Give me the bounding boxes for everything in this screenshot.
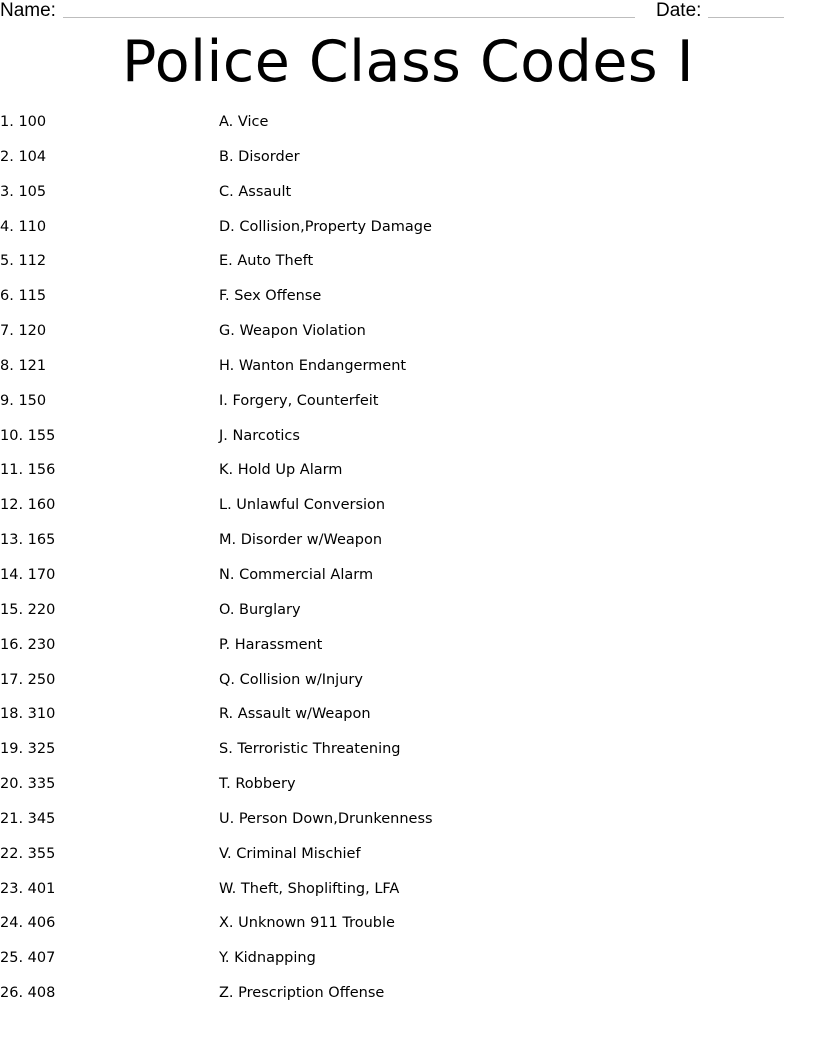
answer-option: I. Forgery, Counterfeit bbox=[219, 392, 379, 409]
code-item: 8. 121 bbox=[0, 357, 47, 374]
code-item: 19. 325 bbox=[0, 741, 56, 758]
answer-option: X. Unknown 911 Trouble bbox=[219, 915, 395, 932]
code-item: 1. 100 bbox=[0, 114, 47, 130]
list-item bbox=[0, 321, 816, 356]
list-item bbox=[0, 391, 816, 426]
code-item: 13. 165 bbox=[0, 532, 56, 549]
answer-option: N. Commercial Alarm bbox=[219, 566, 374, 583]
code-item: 9. 150 bbox=[0, 392, 47, 409]
code-item: 6. 115 bbox=[0, 288, 47, 305]
list-item bbox=[0, 147, 816, 182]
name-blank-line bbox=[63, 17, 635, 18]
answer-option: M. Disorder w/Weapon bbox=[219, 532, 383, 549]
list-item bbox=[0, 983, 816, 1018]
answer-option: V. Criminal Mischief bbox=[219, 845, 361, 862]
answer-option: Z. Prescription Offense bbox=[219, 985, 385, 1002]
code-item: 7. 120 bbox=[0, 323, 47, 340]
list-item bbox=[0, 356, 816, 391]
list-item bbox=[0, 426, 816, 461]
list-item bbox=[0, 600, 816, 635]
answer-option: G. Weapon Violation bbox=[219, 323, 366, 340]
list-item bbox=[0, 460, 816, 495]
list-item bbox=[0, 251, 816, 286]
code-item: 18. 310 bbox=[0, 706, 56, 723]
code-item: 23. 401 bbox=[0, 880, 56, 897]
code-item: 15. 220 bbox=[0, 601, 56, 618]
code-item: 25. 407 bbox=[0, 950, 56, 967]
code-item: 20. 335 bbox=[0, 776, 56, 793]
answer-option: B. Disorder bbox=[219, 148, 300, 165]
answer-option: Y. Kidnapping bbox=[219, 950, 316, 967]
answer-option: K. Hold Up Alarm bbox=[219, 462, 343, 479]
answer-option: R. Assault w/Weapon bbox=[219, 706, 371, 723]
list-item bbox=[0, 948, 816, 983]
code-item: 22. 355 bbox=[0, 845, 56, 862]
answer-option: U. Person Down,Drunkenness bbox=[219, 810, 433, 827]
answer-option: W. Theft, Shoplifting, LFA bbox=[219, 880, 400, 897]
code-item: 24. 406 bbox=[0, 915, 56, 932]
answer-option: F. Sex Offense bbox=[219, 288, 322, 305]
list-item bbox=[0, 809, 816, 844]
worksheet-header bbox=[0, 0, 816, 22]
code-item: 12. 160 bbox=[0, 497, 56, 514]
answer-option: J. Narcotics bbox=[219, 427, 300, 444]
code-item: 10. 155 bbox=[0, 427, 56, 444]
code-item: 21. 345 bbox=[0, 810, 56, 827]
answer-option: P. Harassment bbox=[219, 636, 323, 653]
code-item: 3. 105 bbox=[0, 183, 47, 200]
answer-option: H. Wanton Endangerment bbox=[219, 357, 407, 374]
code-item: 11. 156 bbox=[0, 462, 56, 479]
list-item bbox=[0, 879, 816, 914]
matching-list bbox=[0, 112, 816, 1018]
answer-option: D. Collision,Property Damage bbox=[219, 218, 432, 235]
list-item bbox=[0, 635, 816, 670]
code-item: 14. 170 bbox=[0, 566, 56, 583]
date-blank-line bbox=[708, 17, 784, 18]
answer-option: Q. Collision w/Injury bbox=[219, 671, 363, 688]
list-item bbox=[0, 286, 816, 321]
list-item bbox=[0, 704, 816, 739]
answer-option: C. Assault bbox=[219, 183, 292, 200]
answer-option: L. Unlawful Conversion bbox=[219, 497, 386, 514]
code-item: 17. 250 bbox=[0, 671, 56, 688]
list-item bbox=[0, 495, 816, 530]
code-item: 5. 112 bbox=[0, 253, 47, 270]
list-item bbox=[0, 217, 816, 252]
page-title: Police Class Codes I bbox=[121, 29, 695, 95]
code-item: 4. 110 bbox=[0, 218, 47, 235]
list-item bbox=[0, 739, 816, 774]
list-item bbox=[0, 182, 816, 217]
list-item bbox=[0, 844, 816, 879]
list-item bbox=[0, 565, 816, 600]
name-label: Name: bbox=[0, 0, 56, 21]
date-label: Date: bbox=[656, 0, 702, 21]
answer-option: E. Auto Theft bbox=[219, 253, 314, 270]
list-item bbox=[0, 774, 816, 809]
code-item: 26. 408 bbox=[0, 985, 56, 1002]
code-item: 16. 230 bbox=[0, 636, 56, 653]
list-item bbox=[0, 112, 816, 147]
answer-option: T. Robbery bbox=[219, 776, 296, 793]
list-item bbox=[0, 913, 816, 948]
code-item: 2. 104 bbox=[0, 148, 47, 165]
answer-option: S. Terroristic Threatening bbox=[219, 741, 401, 758]
answer-option: A. Vice bbox=[219, 114, 269, 130]
answer-option: O. Burglary bbox=[219, 601, 301, 618]
list-item bbox=[0, 670, 816, 705]
list-item bbox=[0, 530, 816, 565]
